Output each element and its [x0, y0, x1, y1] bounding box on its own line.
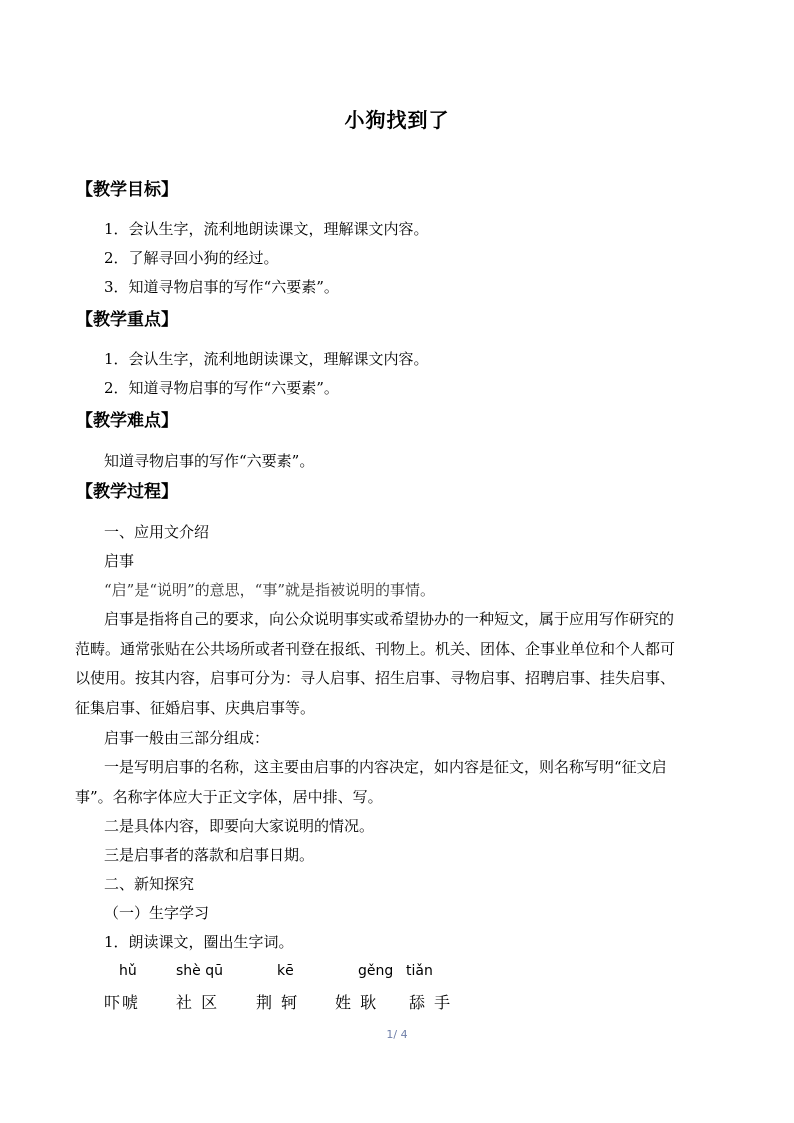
goal-item: 3．知道寻物启事的写作“六要素”。	[104, 278, 339, 296]
vocab-word: 荆 轲	[256, 993, 300, 1012]
section-heading-key-points: 【教学重点】	[76, 310, 178, 330]
pinyin: gěng	[358, 963, 394, 979]
pinyin: tiǎn	[406, 963, 433, 979]
process-line: （一）生字学习	[104, 904, 210, 922]
process-paragraph-line: 事”。名称字体应大于正文字体，居中排、写。	[75, 788, 383, 806]
process-line: 二是具体内容，即要向大家说明的情况。	[104, 817, 375, 835]
process-paragraph-line: 一是写明启事的名称，这主要由启事的内容决定，如内容是征文，则名称写明“征文启	[104, 758, 667, 776]
key-point-item: 1．会认生字，流利地朗读课文，理解课文内容。	[104, 350, 429, 368]
difficulty-text: 知道寻物启事的写作“六要素”。	[104, 452, 315, 470]
document-title: 小狗找到了	[344, 108, 450, 132]
vocab-word: 吓唬	[104, 993, 141, 1012]
process-line: 启事	[104, 552, 135, 570]
process-line: 1．朗读课文，圈出生字词。	[104, 933, 294, 951]
process-line: 启事一般由三部分组成：	[104, 729, 270, 747]
process-paragraph-line: 范畴。通常张贴在公共场所或者刊登在报纸、刊物上。机关、团体、企事业单位和个人都可	[75, 640, 676, 658]
vocab-word: 社 区	[176, 993, 220, 1012]
goal-item: 1．会认生字，流利地朗读课文，理解课文内容。	[104, 220, 429, 238]
section-heading-difficulty: 【教学难点】	[76, 411, 178, 431]
vocab-word: 姓 耿	[335, 993, 379, 1012]
pinyin: hǔ	[119, 963, 137, 979]
process-line: 二、新知探究	[104, 875, 195, 893]
process-line: 三是启事者的落款和启事日期。	[104, 846, 315, 864]
process-line: 一、应用文介绍	[104, 523, 210, 541]
page-number: 1/ 4	[386, 1028, 408, 1041]
pinyin: shè qū	[176, 963, 223, 979]
key-point-item: 2．知道寻物启事的写作“六要素”。	[104, 379, 339, 397]
process-paragraph-line: 以使用。按其内容，启事可分为：寻人启事、招生启事、寻物启事、招聘启事、挂失启事、	[75, 669, 676, 687]
section-heading-goals: 【教学目标】	[76, 180, 178, 200]
process-paragraph-line: 征集启事、征婚启事、庆典启事等。	[75, 699, 316, 717]
process-line: “启”是“说明”的意思，“事”就是指被说明的事情。	[104, 581, 436, 599]
pinyin: kē	[277, 963, 294, 979]
vocab-word: 舔 手	[409, 993, 453, 1012]
section-heading-process: 【教学过程】	[76, 482, 178, 502]
goal-item: 2．了解寻回小狗的经过。	[104, 249, 279, 267]
process-paragraph-line: 启事是指将自己的要求，向公众说明事实或希望协办的一种短文，属于应用写作研究的	[104, 610, 675, 628]
